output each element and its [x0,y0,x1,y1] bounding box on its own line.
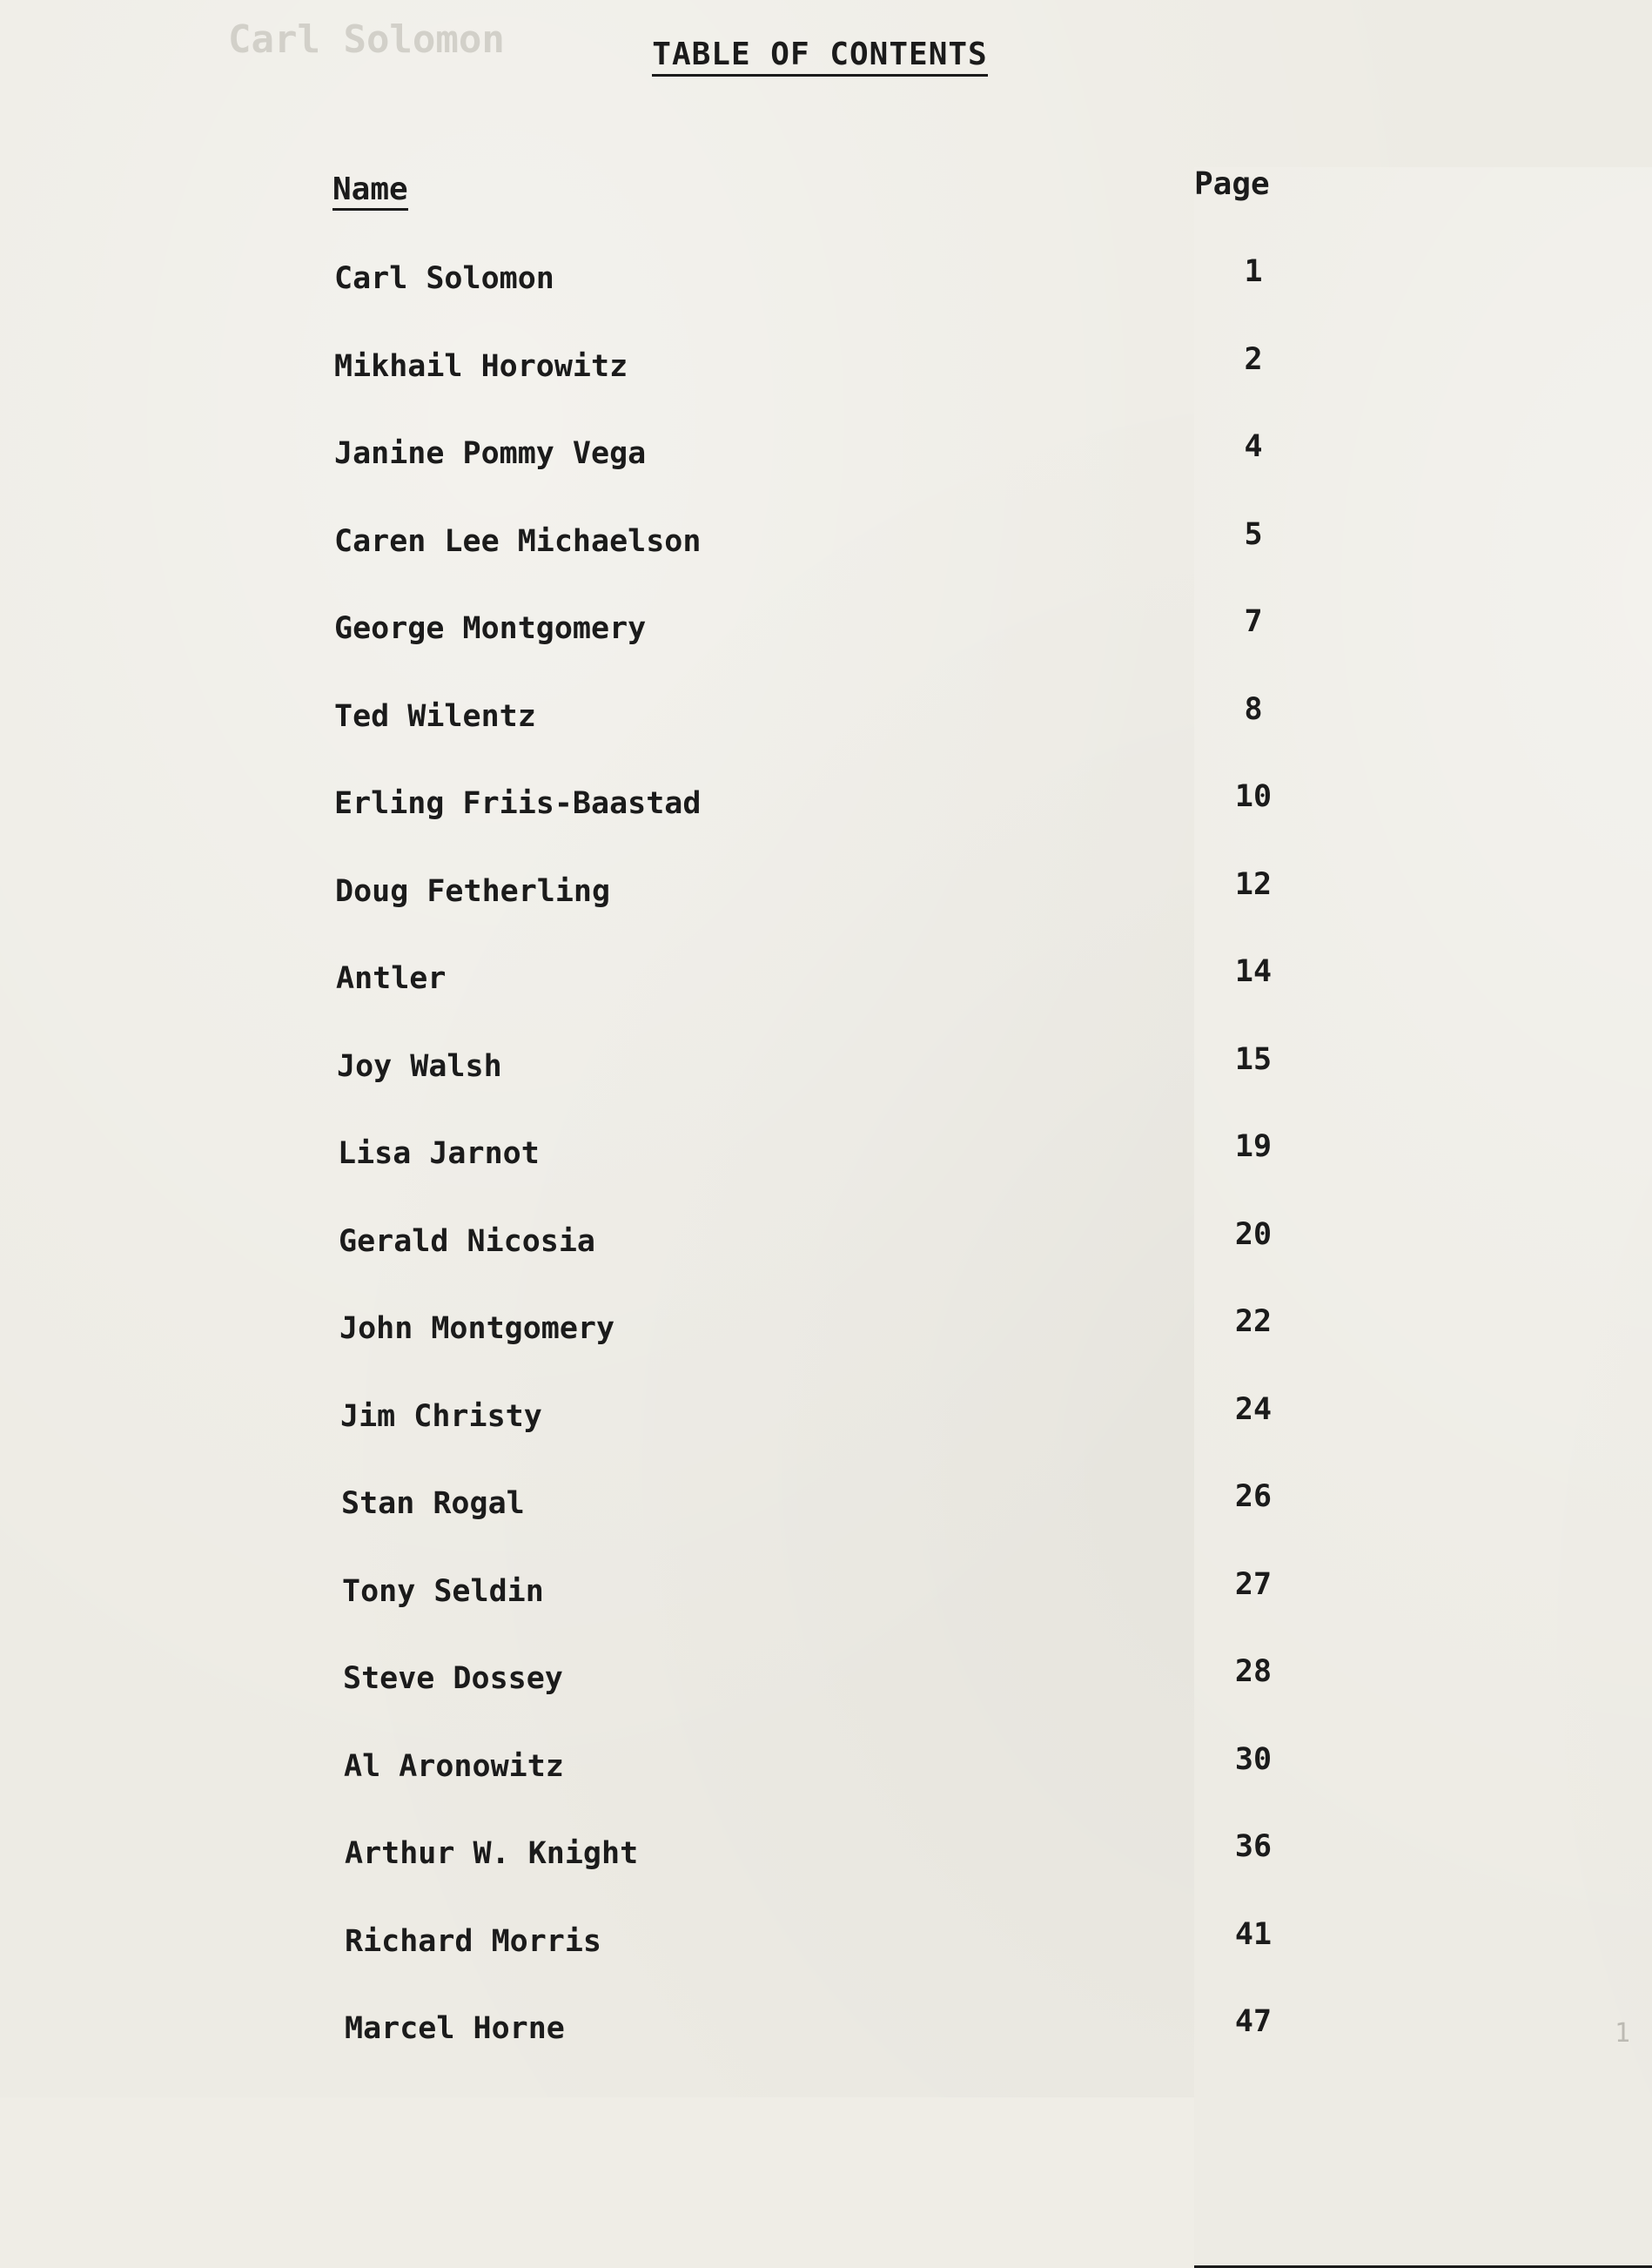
show-through-heading: Carl Solomon [228,17,505,62]
contents-entry [0,1917,1652,1961]
contents-entry [0,779,1652,823]
entry-page-number: 2 [1244,342,1263,377]
contents-entry [0,517,1652,561]
entry-name: Antler [336,961,447,996]
contents-entry [0,1042,1652,1086]
entry-page-number: 20 [1234,1217,1273,1252]
entry-page-number: 41 [1234,1917,1273,1952]
contents-entry [0,1479,1652,1523]
entry-name: Carl Solomon [334,261,554,296]
entry-page-number: 7 [1244,604,1263,639]
entry-page-number: 30 [1234,1742,1273,1777]
entry-page-number: 4 [1244,429,1263,464]
entry-page-number: 1 [1244,254,1263,289]
entry-page-number: 8 [1244,692,1263,727]
contents-entry [0,254,1652,298]
page-column-header: Page [1194,167,1652,2268]
entry-name: Steve Dossey [343,1661,563,1696]
entry-name: Arthur W. Knight [345,1836,639,1871]
entry-name: Lisa Jarnot [338,1136,540,1171]
entry-name: Marcel Horne [345,2011,565,2046]
name-column-header: Name [332,172,408,211]
entry-name: Joy Walsh [337,1049,502,1084]
entry-page-number: 47 [1234,2004,1273,2039]
entry-page-number: 19 [1234,1129,1273,1164]
entry-page-number: 12 [1234,867,1273,902]
entry-page-number: 27 [1234,1567,1273,1602]
entry-name: Ted Wilentz [334,699,536,734]
entry-page-number: 24 [1234,1392,1273,1427]
contents-entry [0,1304,1652,1348]
entry-name: George Montgomery [334,611,647,646]
entry-name: Mikhail Horowitz [334,349,628,384]
contents-entry [0,692,1652,736]
contents-entry [0,429,1652,473]
contents-entry [0,1392,1652,1436]
contents-entry [0,1742,1652,1786]
entry-page-number: 5 [1244,517,1263,552]
entry-name: Tony Seldin [342,1574,544,1609]
contents-entry [0,342,1652,386]
page-title-text: TABLE OF CONTENTS [652,37,987,77]
contents-entry [0,1129,1652,1173]
entry-page-number: 36 [1234,1829,1273,1864]
contents-entry [0,604,1652,648]
entry-name: Gerald Nicosia [339,1224,596,1259]
entry-name: Erling Friis-Baastad [334,786,702,821]
contents-entry [0,2004,1652,2048]
contents-entry [0,1567,1652,1611]
entry-page-number: 15 [1234,1042,1273,1077]
entry-name: Al Aronowitz [344,1749,564,1784]
entry-page-number: 26 [1234,1479,1273,1514]
contents-entry [0,1654,1652,1698]
entry-name: Janine Pommy Vega [334,436,647,471]
entry-page-number: 22 [1234,1304,1273,1339]
contents-entry [0,867,1652,911]
entry-page-number: 28 [1234,1654,1273,1689]
entry-name: Caren Lee Michaelson [334,524,702,559]
entry-name: John Montgomery [339,1311,615,1346]
entry-page-number: 10 [1234,779,1273,814]
show-through-page-number: 1 [1615,2018,1631,2049]
entry-page-number: 14 [1234,954,1273,989]
contents-entry [0,954,1652,998]
entry-name: Jim Christy [340,1399,542,1434]
entry-name: Doug Fetherling [335,874,611,909]
contents-entry [0,1829,1652,1873]
entry-name: Richard Morris [345,1924,602,1959]
contents-entry [0,1217,1652,1261]
entry-name: Stan Rogal [341,1486,525,1521]
